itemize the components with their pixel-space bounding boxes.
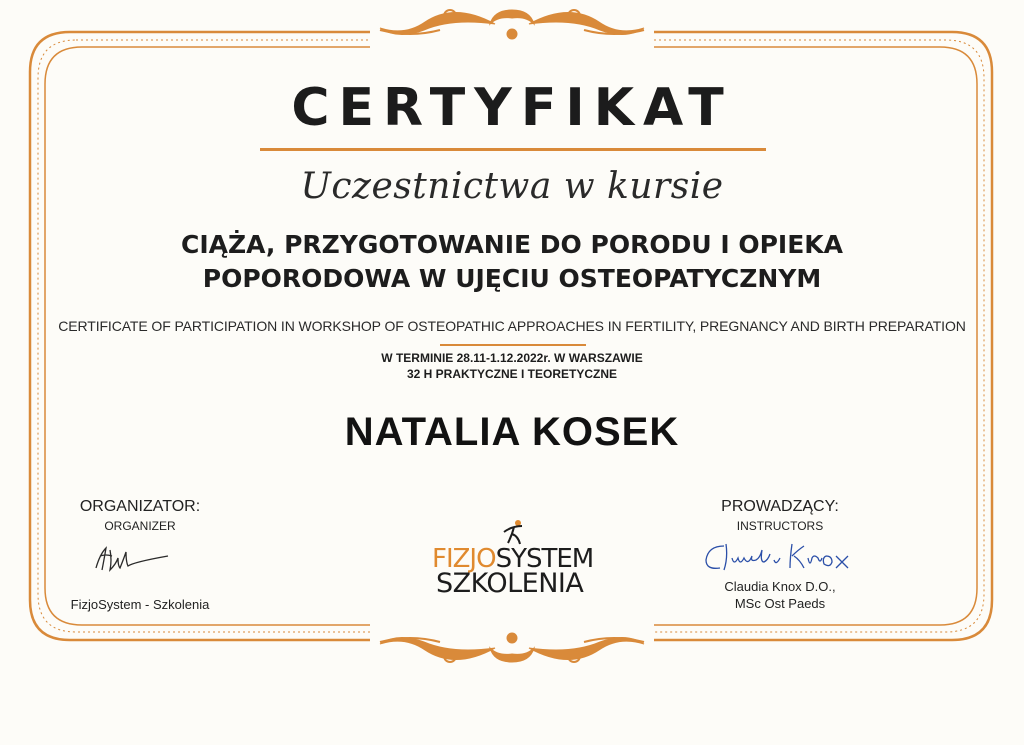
bottom-ornament — [380, 633, 644, 662]
english-description: CERTIFICATE OF PARTICIPATION IN WORKSHOP OF OSTEOPATHIC APPROACHES IN FERTILITY, PREGNANCY AND BIRTH PREPARATION — [58, 318, 966, 334]
title-underline — [260, 148, 766, 151]
instructor-name — [690, 578, 870, 612]
certificate-subtitle: Uczestnictwa w kursie — [300, 166, 724, 207]
instructor-heading-en: INSTRUCTORS — [736, 519, 824, 533]
course-term — [0, 350, 1024, 382]
course-title-line-2: POPORODOWA W UJĘCIU OSTEOPATYCZNYM — [202, 264, 822, 293]
instructor-signature — [700, 534, 870, 578]
logo-szkolenia: SZKOLENIA — [436, 568, 584, 599]
organizer-heading: ORGANIZATOR: — [79, 498, 201, 515]
logo-fizjo: FIZJO — [432, 544, 496, 574]
organizer-block — [60, 498, 220, 533]
logo-system: SYSTEM — [495, 544, 594, 574]
instructor-name-line-2: MSc Ost Paeds — [734, 596, 826, 611]
term-hours-line: 32 H PRAKTYCZNE I TEORETYCZNE — [406, 367, 618, 381]
organizer-signature — [88, 540, 178, 576]
course-title-line-1: CIĄŻA, PRZYGOTOWANIE DO PORODU I OPIEKA — [180, 230, 844, 259]
instructor-block — [700, 498, 860, 533]
certificate-title: CERTYFIKAT — [291, 78, 733, 138]
participant-name: NATALIA KOSEK — [344, 410, 680, 454]
course-title — [0, 228, 1024, 296]
organizer-heading-en: ORGANIZER — [104, 519, 176, 533]
term-date-line: W TERMINIE 28.11-1.12.2022r. W WARSZAWIE — [381, 351, 643, 365]
fizjosystem-logo — [432, 518, 602, 598]
instructor-heading: PROWADZĄCY: — [721, 498, 839, 515]
organizer-name: FizjoSystem - Szkolenia — [70, 597, 210, 612]
top-ornament — [380, 10, 644, 39]
instructor-name-line-1: Claudia Knox D.O., — [724, 579, 836, 594]
term-divider — [440, 344, 586, 346]
